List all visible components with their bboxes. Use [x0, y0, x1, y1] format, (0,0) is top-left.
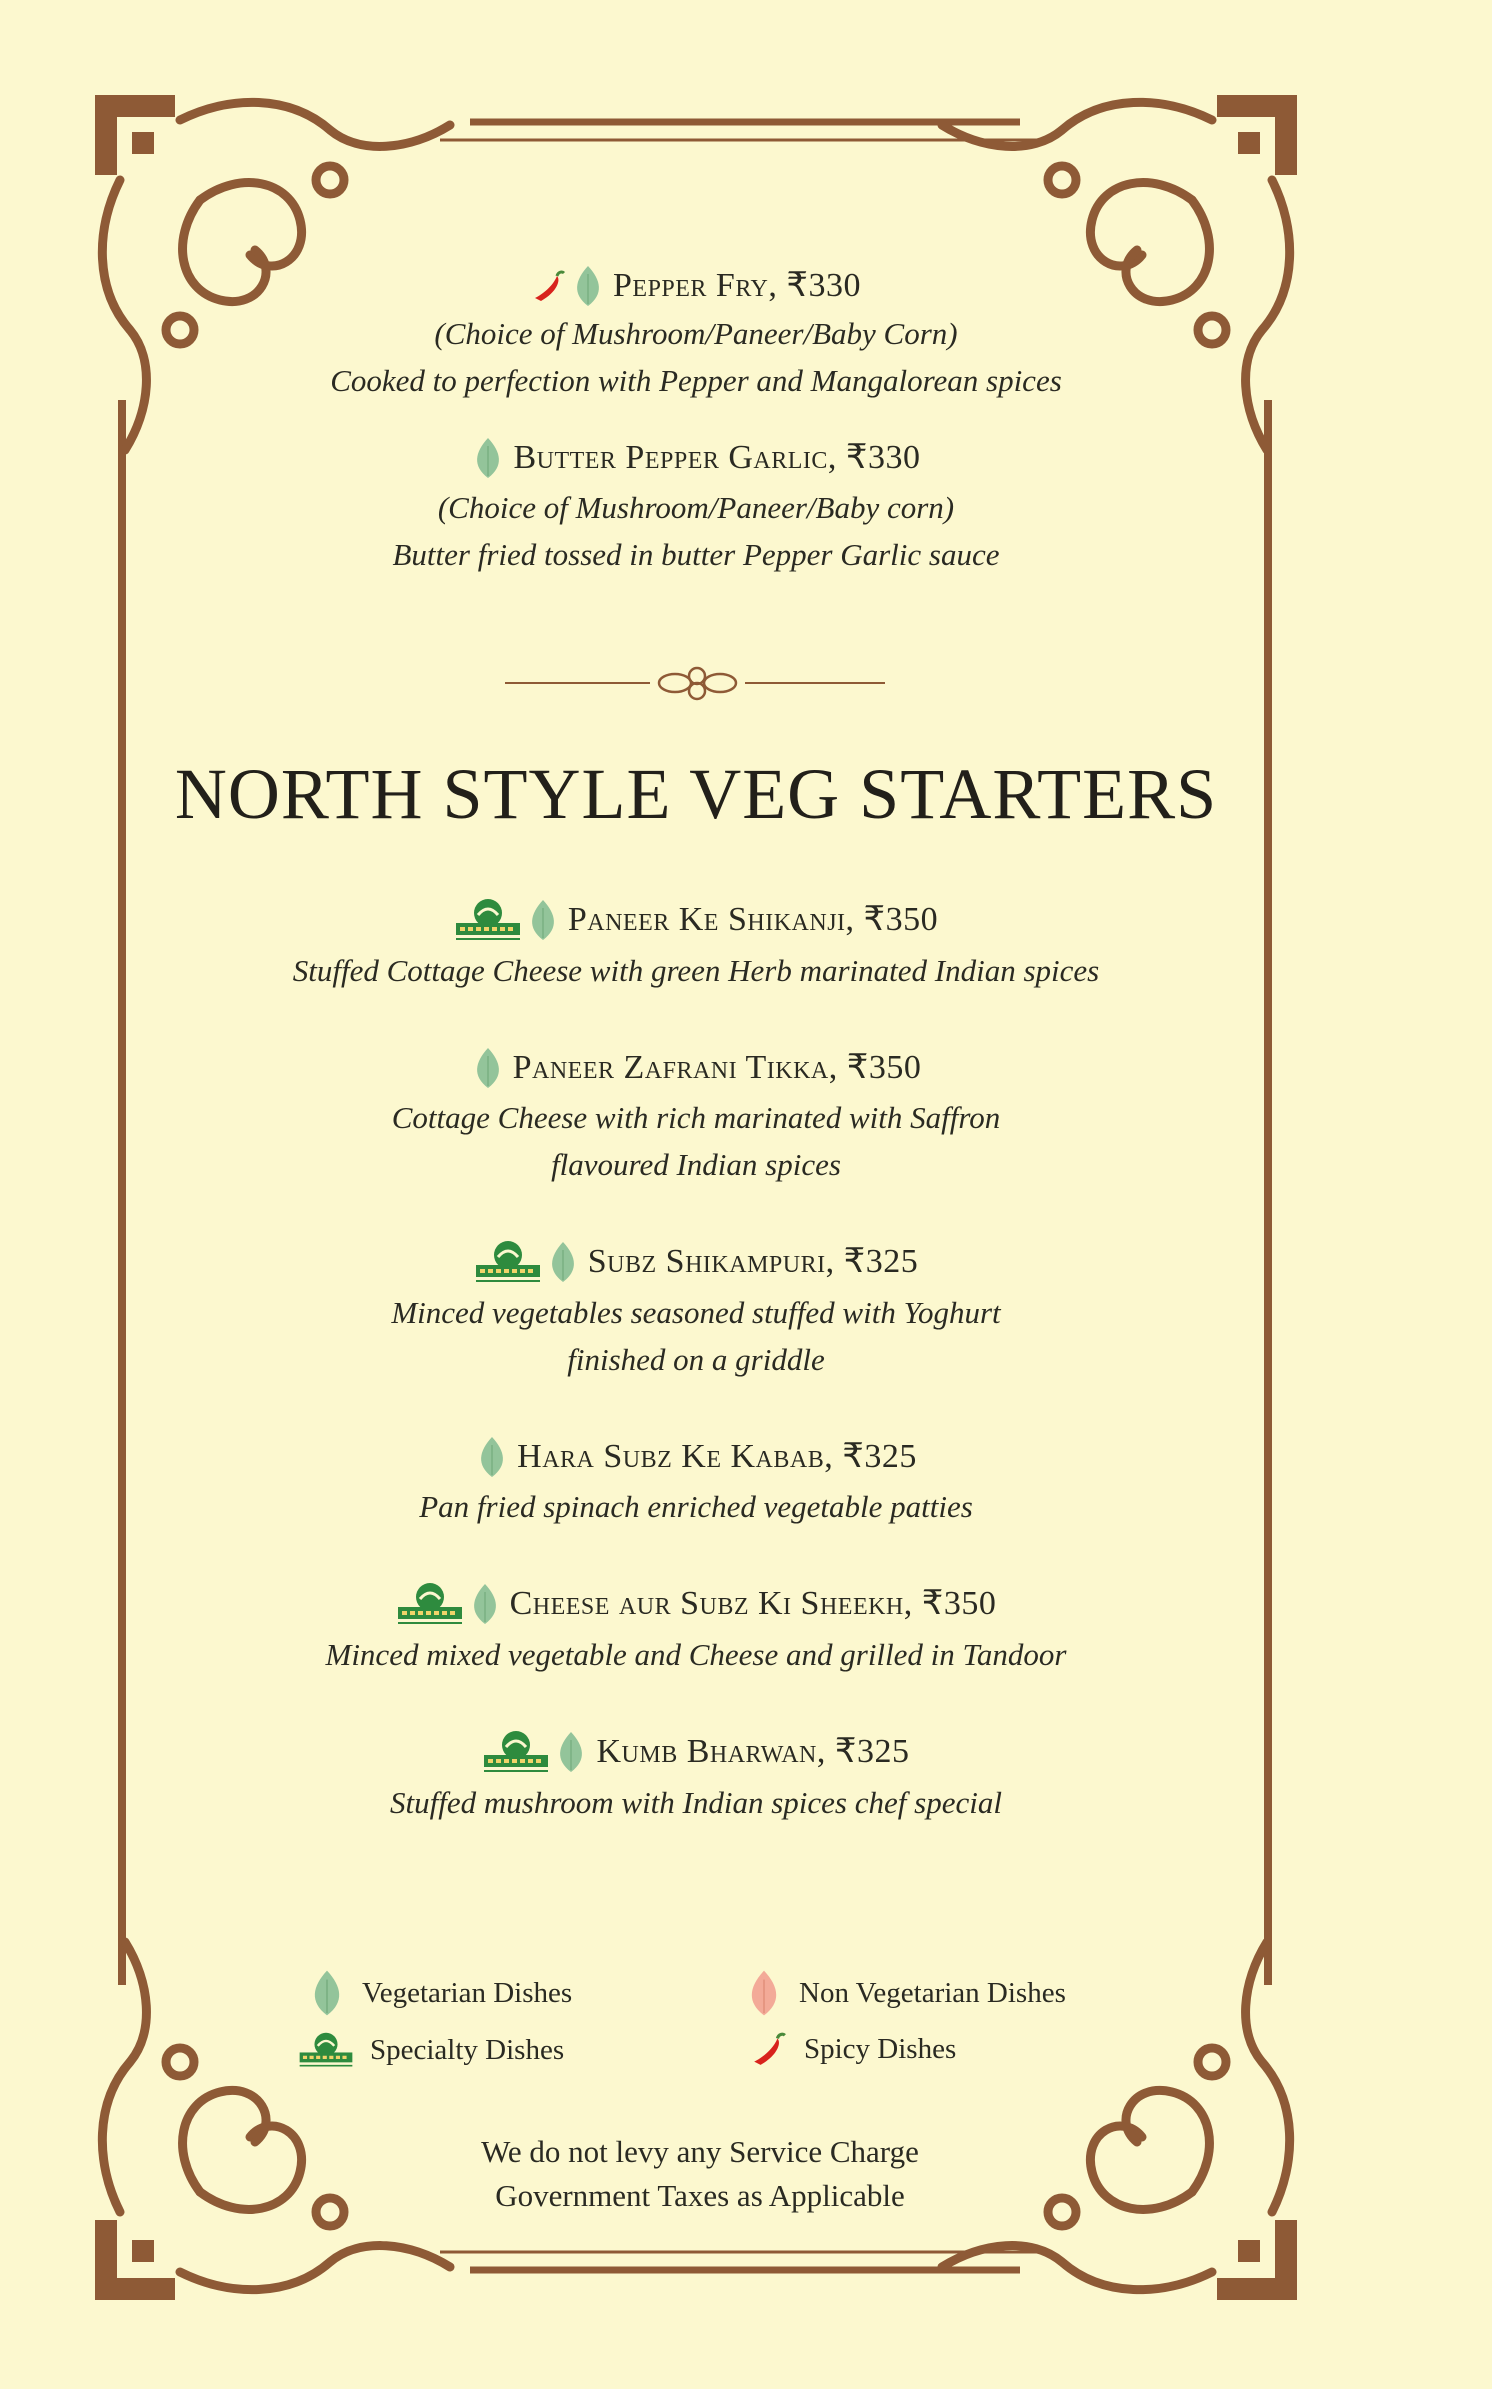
- section-heading: NORTH STYLE VEG STARTERS: [174, 754, 1218, 834]
- footer-note: [300, 2130, 1100, 2218]
- item-icons: [531, 264, 605, 308]
- legend-spicy: [750, 2030, 956, 2068]
- chili-icon: [531, 268, 567, 304]
- taxes-note: Government Taxes as Applicable: [495, 2178, 905, 2213]
- chili-icon: [750, 2030, 788, 2068]
- veg-leaf-icon: [526, 898, 560, 942]
- item-description: Butter fried tossed in butter Pepper Garlic sauce: [392, 537, 1000, 572]
- legend: [300, 1968, 1120, 2088]
- legend-nonveg: [745, 1968, 1066, 2018]
- item-name: Butter Pepper Garlic, ₹330: [513, 439, 921, 476]
- item-name: Pepper Fry, ₹330: [613, 267, 861, 304]
- veg-leaf-icon: [546, 1240, 580, 1284]
- item-title: [396, 1580, 997, 1628]
- menu-item: [150, 262, 1242, 404]
- nonveg-leaf-icon: [745, 1968, 783, 2018]
- item-name: Subz Shikampuri, ₹325: [587, 1243, 919, 1280]
- menu-item: [150, 1580, 1242, 1678]
- item-name: Paneer Ke Shikanji, ₹350: [567, 901, 939, 938]
- veg-leaf-icon: [471, 436, 505, 480]
- menu-item: [150, 1433, 1242, 1530]
- menu-item: [150, 896, 1242, 994]
- veg-leaf-icon: [471, 1046, 505, 1090]
- legend-specialty: [298, 2030, 564, 2070]
- specialty-icon: [474, 1239, 542, 1285]
- menu-item: [150, 1238, 1242, 1383]
- top-items: [150, 262, 1242, 578]
- menu-item: [150, 1728, 1242, 1826]
- legend-veg: [308, 1968, 572, 2018]
- specialty-icon: [396, 1581, 464, 1627]
- item-description: finished on a griddle: [567, 1342, 825, 1377]
- item-icons: [396, 1581, 502, 1627]
- item-title: [471, 434, 920, 482]
- item-title: [474, 1238, 918, 1286]
- specialty-icon: [482, 1729, 550, 1775]
- item-name: Cheese aur Subz Ki Sheekh, ₹350: [509, 1585, 997, 1622]
- veg-leaf-icon: [554, 1730, 588, 1774]
- specialty-icon: [454, 897, 522, 943]
- item-title: [475, 1433, 917, 1481]
- item-description: Cottage Cheese with rich marinated with Saffron: [391, 1100, 1001, 1135]
- item-icons: [474, 1239, 580, 1285]
- item-title: [471, 1044, 922, 1092]
- item-description: Minced vegetables seasoned stuffed with Yoghurt: [391, 1295, 1001, 1330]
- veg-leaf-icon: [475, 1435, 509, 1479]
- item-description: Stuffed mushroom with Indian spices chef special: [390, 1785, 1002, 1820]
- item-description: (Choice of Mushroom/Paneer/Baby corn): [437, 490, 955, 525]
- service-charge-note: We do not levy any Service Charge: [481, 2134, 919, 2169]
- item-name: Kumb Bharwan, ₹325: [596, 1733, 910, 1770]
- item-icons: [475, 1435, 509, 1479]
- legend-label: Non Vegetarian Dishes: [799, 1976, 1066, 2009]
- item-description: (Choice of Mushroom/Paneer/Baby Corn): [434, 316, 958, 351]
- item-title: [454, 896, 938, 944]
- menu-item: [150, 434, 1242, 578]
- item-description: flavoured Indian spices: [551, 1147, 841, 1182]
- item-icons: [454, 897, 560, 943]
- item-icons: [471, 1046, 505, 1090]
- item-title: [482, 1728, 909, 1776]
- item-name: Hara Subz Ke Kabab, ₹325: [517, 1438, 917, 1475]
- section-items: [150, 896, 1242, 1826]
- menu-item: [150, 1044, 1242, 1188]
- legend-label: Vegetarian Dishes: [362, 1976, 573, 2009]
- item-description: Pan fried spinach enriched vegetable patties: [419, 1489, 973, 1524]
- legend-label: Specialty Dishes: [370, 2033, 565, 2066]
- item-description: Cooked to perfection with Pepper and Mangalorean spices: [330, 363, 1062, 398]
- divider-ornament: [505, 668, 885, 699]
- item-icons: [471, 436, 505, 480]
- specialty-icon: [298, 2030, 354, 2070]
- item-title: [531, 262, 861, 310]
- veg-leaf-icon: [468, 1582, 502, 1626]
- item-icons: [482, 1729, 588, 1775]
- item-description: Stuffed Cottage Cheese with green Herb marinated Indian spices: [292, 953, 1100, 988]
- legend-label: Spicy Dishes: [804, 2032, 957, 2065]
- item-name: Paneer Zafrani Tikka, ₹350: [512, 1049, 922, 1086]
- item-description: Minced mixed vegetable and Cheese and grilled in Tandoor: [325, 1637, 1067, 1672]
- veg-leaf-icon: [308, 1968, 346, 2018]
- veg-leaf-icon: [571, 264, 605, 308]
